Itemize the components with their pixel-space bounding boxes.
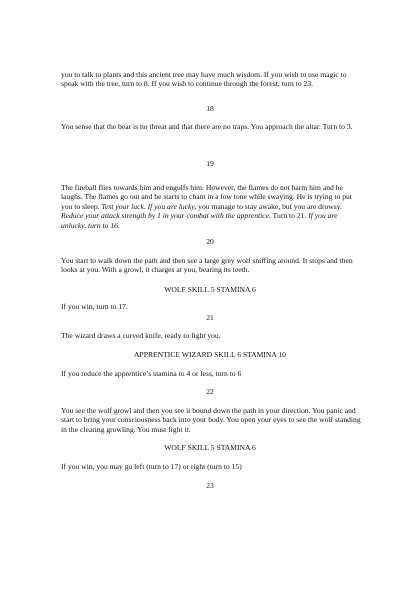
passage-17-continued-text: you to talk to plants and this ancient tree may have much wisdom. If you wish to use magic to speak with the tree, turn to 8. If you wish to continue through the forest, turn to 23.: [61, 70, 347, 89]
passage-19-part: Turn to 21.: [270, 211, 309, 221]
passage-21-text: The wizard draws a curved knife, ready to fight you.: [61, 331, 221, 340]
passage-21-enemy-stats: APPRENTICE WIZARD SKILL 6 STAMINA 10: [134, 350, 286, 359]
section-number-18: 18: [206, 104, 214, 113]
passage-19-part: you manage to stay awake, but you are drowsy.: [196, 201, 342, 211]
passage-19-penalty: Reduce your attack strength by 1 in your combat with the apprentice.: [61, 211, 271, 221]
passage-22-enemy-stats: WOLF SKILL 5 STAMINA 6: [164, 443, 256, 452]
passage-19-luck-test: Test your luck. If you are lucky,: [101, 201, 197, 211]
passage-22-text: You see the wolf growl and then you see it bound down the path in your direction. You panic and start to bring your consciousness back into your body. You open your eyes to see the wolf standing in the clearing growling. You must fight it.: [61, 406, 361, 434]
section-number-22: 22: [206, 387, 214, 396]
passage-20-enemy-stats: WOLF SKILL 5 STAMINA 6: [164, 285, 256, 294]
section-number-21: 21: [206, 313, 214, 322]
passage-19-unlucky-option: If you are unlucky, turn to 16.: [61, 211, 338, 230]
passage-18-text: You sense that the bear is no threat and that there are no traps. You approach the altar. Turn to 3.: [61, 122, 353, 131]
passage-19-part: The fireball flies towards him and engulfs him. However, the flames do not harm him and he laughs. The flames go out and he starts to chant in a low tone while swaying. He is trying to put you to sleep.: [61, 183, 352, 211]
passage-20-win-option: If you win, turn to 17.: [61, 302, 128, 311]
passage-22-win-options: If you win, you may go left (turn to 17) or right (turn to 15): [61, 462, 242, 471]
section-number-19: 19: [206, 159, 214, 168]
passage-19-text: [61, 183, 361, 230]
passage-21-rule: If you reduce the apprentice’s stamina to 4 or less, turn to 6: [61, 369, 242, 378]
passage-20-text: You start to walk down the path and then see a large grey wolf sniffing around. It stops and then looks at you. With a growl, it charges at you, bearing its teeth.: [61, 256, 353, 275]
section-number-23: 23: [206, 481, 214, 490]
section-number-20: 20: [206, 237, 214, 246]
